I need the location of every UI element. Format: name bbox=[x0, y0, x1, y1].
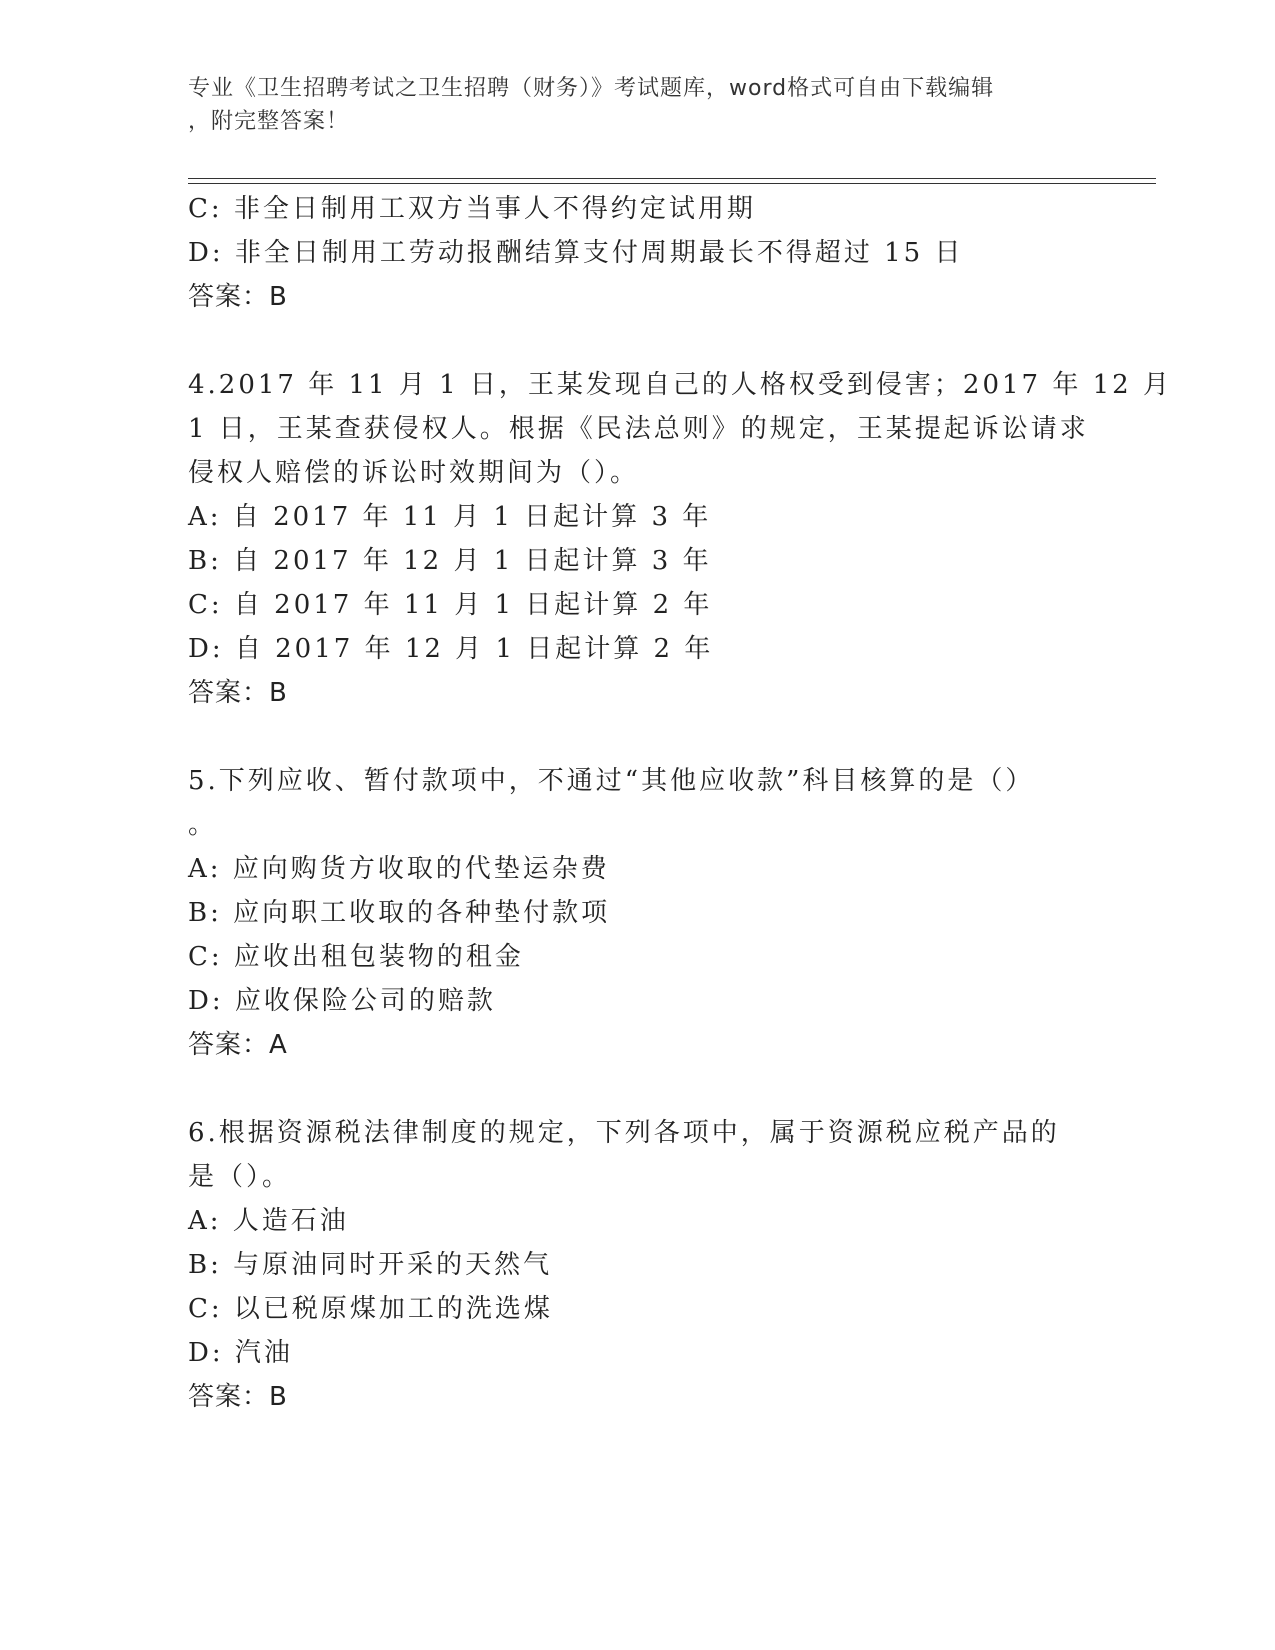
q6-stem-line-1: 6.根据资源税法律制度的规定，下列各项中，属于资源税应税产品的 bbox=[188, 1118, 1060, 1148]
q4-stem-line-2: 1 日，王某查获侵权人。根据《民法总则》的规定，王某提起诉讼请求 bbox=[188, 414, 1089, 444]
q4-answer: 答案：B bbox=[188, 678, 288, 708]
header-line-1: 专业《卫生招聘考试之卫生招聘（财务）》考试题库，word格式可自由下载编辑 bbox=[188, 76, 995, 101]
q5-stem-line-2: 。 bbox=[188, 810, 218, 840]
q5-stem-line-1: 5.下列应收、暂付款项中，不通过“其他应收款”科目核算的是（） bbox=[188, 766, 1035, 796]
header-divider-top bbox=[188, 178, 1156, 179]
q5-option-d: D: 应收保险公司的赔款 bbox=[188, 986, 496, 1016]
q6-option-a: A: 人造石油 bbox=[188, 1206, 349, 1236]
header-line-2: ，附完整答案！ bbox=[188, 109, 350, 134]
q6-option-b: B: 与原油同时开采的天然气 bbox=[188, 1250, 553, 1280]
q3-answer: 答案：B bbox=[188, 282, 288, 312]
q6-answer: 答案：B bbox=[188, 1382, 288, 1412]
q3-option-c: C: 非全日制用工双方当事人不得约定试用期 bbox=[188, 194, 756, 224]
q6-stem-line-2: 是（）。 bbox=[188, 1162, 292, 1192]
q4-stem-line-3: 侵权人赔偿的诉讼时效期间为（）。 bbox=[188, 458, 640, 488]
q5-option-c: C: 应收出租包装物的租金 bbox=[188, 942, 524, 972]
q4-option-b: B: 自 2017 年 12 月 1 日起计算 3 年 bbox=[188, 546, 712, 576]
header-divider-bottom bbox=[188, 183, 1156, 184]
q4-option-d: D: 自 2017 年 12 月 1 日起计算 2 年 bbox=[188, 634, 714, 664]
q5-option-b: B: 应向职工收取的各种垫付款项 bbox=[188, 898, 611, 928]
q6-option-c: C: 以已税原煤加工的洗选煤 bbox=[188, 1294, 553, 1324]
q3-option-d: D: 非全日制用工劳动报酬结算支付周期最长不得超过 15 日 bbox=[188, 238, 964, 268]
q5-answer: 答案：A bbox=[188, 1030, 288, 1060]
document-header bbox=[188, 72, 1068, 138]
q4-stem-line-1: 4.2017 年 11 月 1 日，王某发现自己的人格权受到侵害；2017 年 12 月 bbox=[188, 370, 1172, 400]
q4-option-c: C: 自 2017 年 11 月 1 日起计算 2 年 bbox=[188, 590, 713, 620]
q4-option-a: A: 自 2017 年 11 月 1 日起计算 3 年 bbox=[188, 502, 712, 532]
q5-option-a: A: 应向购货方收取的代垫运杂费 bbox=[188, 854, 610, 884]
q6-option-d: D: 汽油 bbox=[188, 1338, 293, 1368]
